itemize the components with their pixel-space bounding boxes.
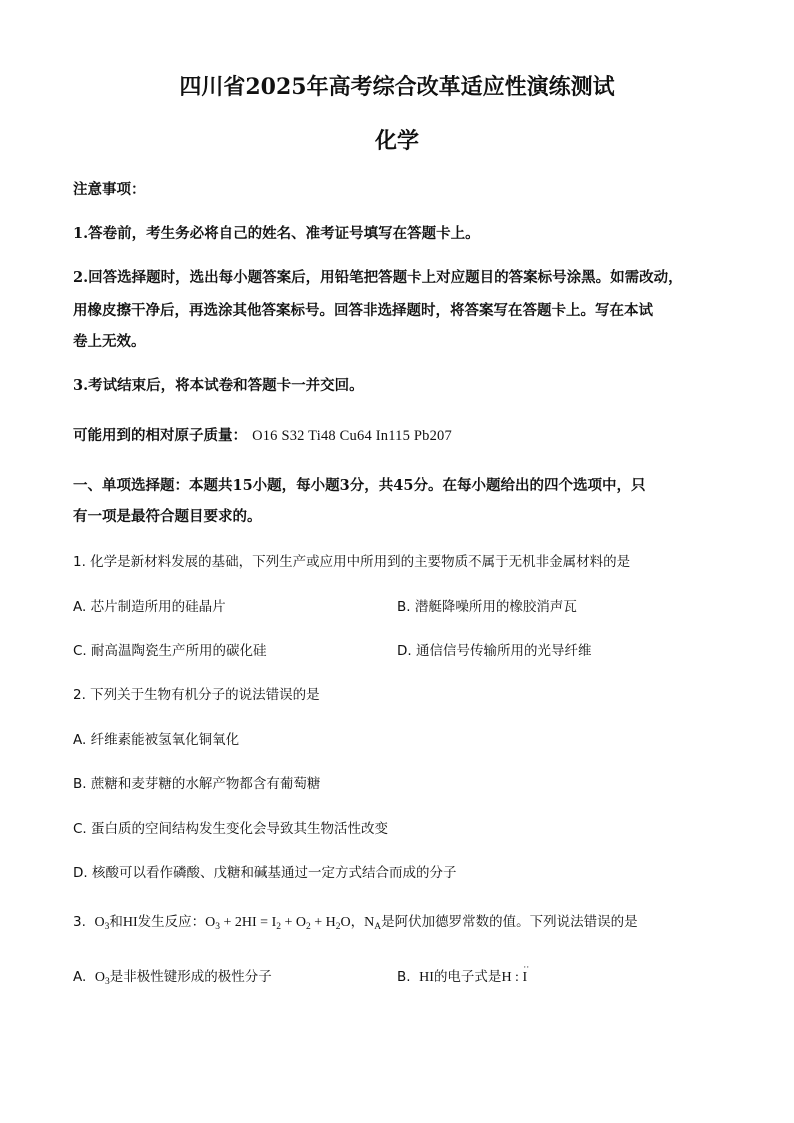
notice-item-3: 3.考试结束后，将本试卷和答题卡一并交回。 xyxy=(73,377,364,394)
q2-option-d: D. 核酸可以看作磷酸、戊糖和碱基通过一定方式结合而成的分子 xyxy=(73,865,457,881)
q3-equation: $O_3 + 2HI = I_2 + O_2 + H_2O$ xyxy=(205,915,351,932)
q3-sep: ， xyxy=(350,914,365,930)
subject-title: 化学 xyxy=(374,128,419,154)
hi-electron-formula: H : I ·· xyxy=(501,970,527,986)
section-1-heading-line-2: 有一项是最符合题目要求的。 xyxy=(73,508,262,525)
notice-item-2-line-2: 用橡皮擦干净后，再选涂其他答案标号。回答非选择题时，将答案写在答题卡上。写在本试 xyxy=(73,302,653,319)
q3-option-a: A. $O_3$是非极性键形成的极性分子 xyxy=(73,969,272,987)
q3-verb: 发生反应： xyxy=(137,914,206,930)
q1-option-c: C. 耐高温陶瓷生产所用的碳化硅 xyxy=(73,643,267,659)
q2-option-a: A. 纤维素能被氢氧化铜氧化 xyxy=(73,732,240,748)
notice-item-2-line-1: 2.回答选择题时，选出每小题答案后，用铅笔把答题卡上对应题目的答案标号涂黑。如需改动， xyxy=(73,269,683,286)
notice-heading: 注意事项： xyxy=(73,181,146,198)
atomic-mass-line xyxy=(73,424,452,445)
exam-title: 四川省2025年高考综合改革适应性演练测试 xyxy=(179,74,615,100)
q3-stem xyxy=(73,910,638,932)
q3-avogadro: $N_A$ xyxy=(364,915,382,932)
section-1-heading-line-1: 一、单项选择题：本题共15小题，每小题3分，共45分。在每小题给出的四个选项中，只 xyxy=(73,477,646,494)
q3-ozone: $O_3$ xyxy=(94,915,110,932)
q2-option-b: B. 蔗糖和麦芽糖的水解产物都含有葡萄糖 xyxy=(73,776,321,792)
q1-option-a: A. 芯片制造所用的硅晶片 xyxy=(73,599,226,615)
atomic-mass-label: 可能用到的相对原子质量： xyxy=(73,427,247,444)
q1-option-d: D. 通信信号传输所用的光导纤维 xyxy=(397,643,592,659)
q3-hi: HI xyxy=(122,915,138,930)
q1-option-b: B. 潜艇降噪所用的橡胶消声瓦 xyxy=(397,599,577,615)
notice-item-2-line-3: 卷上无效。 xyxy=(73,333,146,350)
q1-stem: 1. 化学是新材料发展的基础，下列生产或应用中所用到的主要物质不属于无机非金属材料的是 xyxy=(73,554,631,570)
lone-pair-dots: ·· xyxy=(523,962,530,972)
q2-option-c: C. 蛋白质的空间结构发生变化会导致其生物活性改变 xyxy=(73,821,389,837)
q3-number: 3. xyxy=(73,914,86,930)
q3-option-b: B. HI的电子式是H : I ·· xyxy=(397,965,527,986)
atomic-mass-values: O16 S32 Ti48 Cu64 In115 Pb207 xyxy=(252,428,452,444)
q3-tail: 是阿伏加德罗常数的值。下列说法错误的是 xyxy=(381,914,638,930)
notice-item-1: 1.答卷前，考生务必将自己的姓名、准考证号填写在答题卡上。 xyxy=(73,225,480,242)
q3-and: 和 xyxy=(109,914,123,930)
q2-stem: 2. 下列关于生物有机分子的说法错误的是 xyxy=(73,687,320,703)
